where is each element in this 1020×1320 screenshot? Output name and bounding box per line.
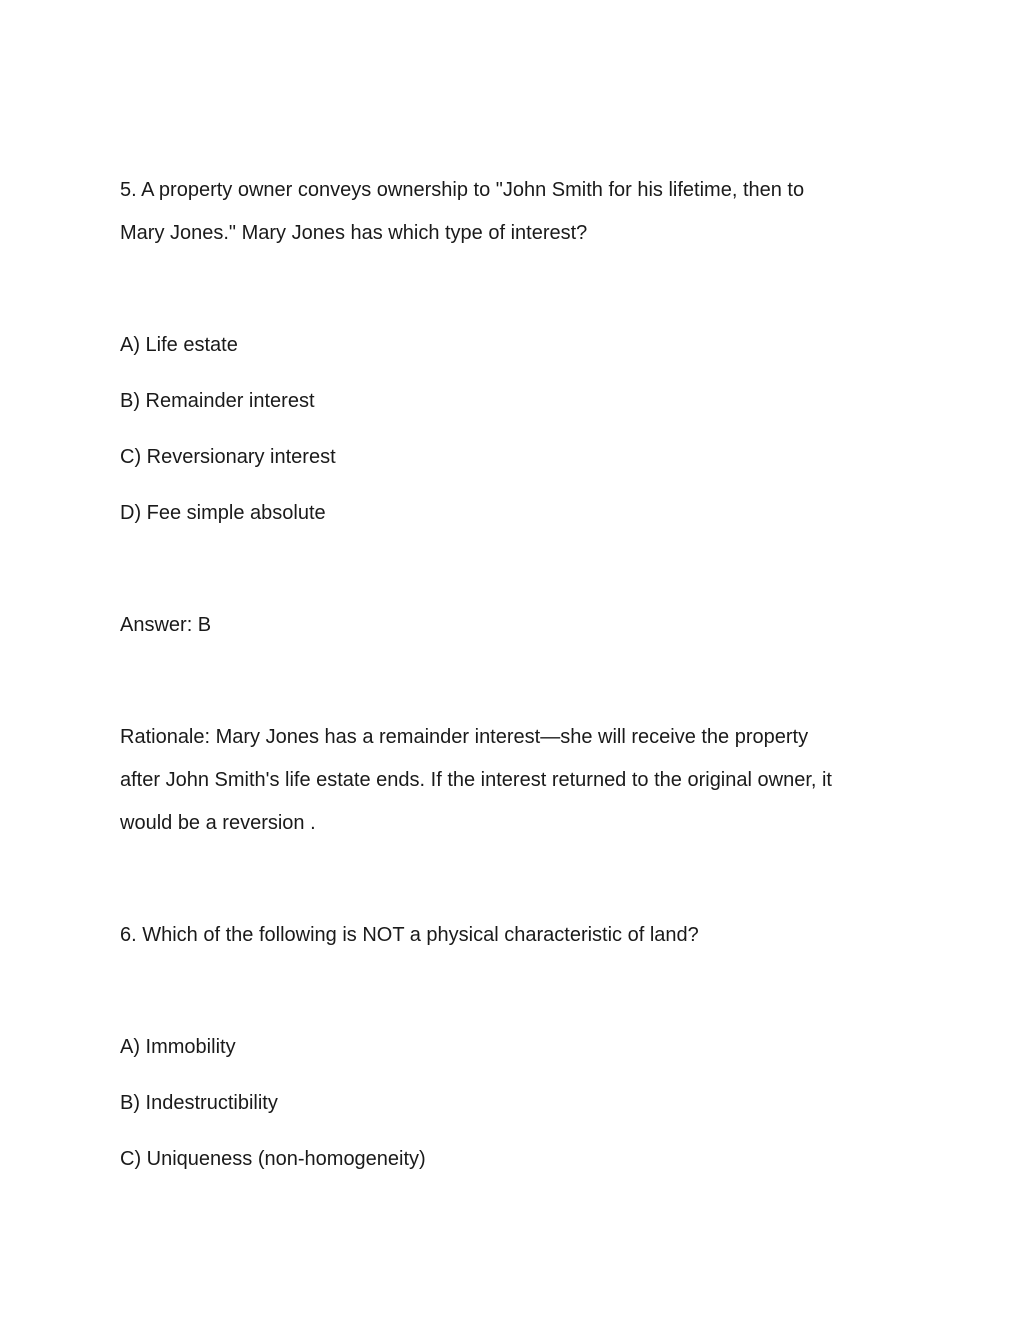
question-5-prompt-line-2: Mary Jones." Mary Jones has which type of interest? [120, 222, 588, 244]
question-5-rationale-line-1: Rationale: Mary Jones has a remainder interest—she will receive the property [120, 726, 809, 748]
question-5-rationale-line-3: would be a reversion . [120, 812, 316, 834]
question-6-option-b: B) Indestructibility [120, 1092, 278, 1114]
question-5-prompt-line-1: 5. A property owner conveys ownership to "John Smith for his lifetime, then to [120, 179, 805, 201]
question-5-option-a: A) Life estate [120, 334, 238, 356]
question-6-prompt-line-1: 6. Which of the following is NOT a physical characteristic of land? [120, 924, 699, 946]
question-5-option-c: C) Reversionary interest [120, 446, 336, 468]
question-6-option-c: C) Uniqueness (non-homogeneity) [120, 1148, 426, 1170]
question-6-option-a: A) Immobility [120, 1036, 236, 1058]
question-5-option-b: B) Remainder interest [120, 390, 315, 412]
question-5-option-d: D) Fee simple absolute [120, 502, 326, 524]
question-5-answer: Answer: B [120, 614, 212, 636]
question-5-rationale-line-2: after John Smith's life estate ends. If the interest returned to the original owner, it [120, 769, 832, 791]
